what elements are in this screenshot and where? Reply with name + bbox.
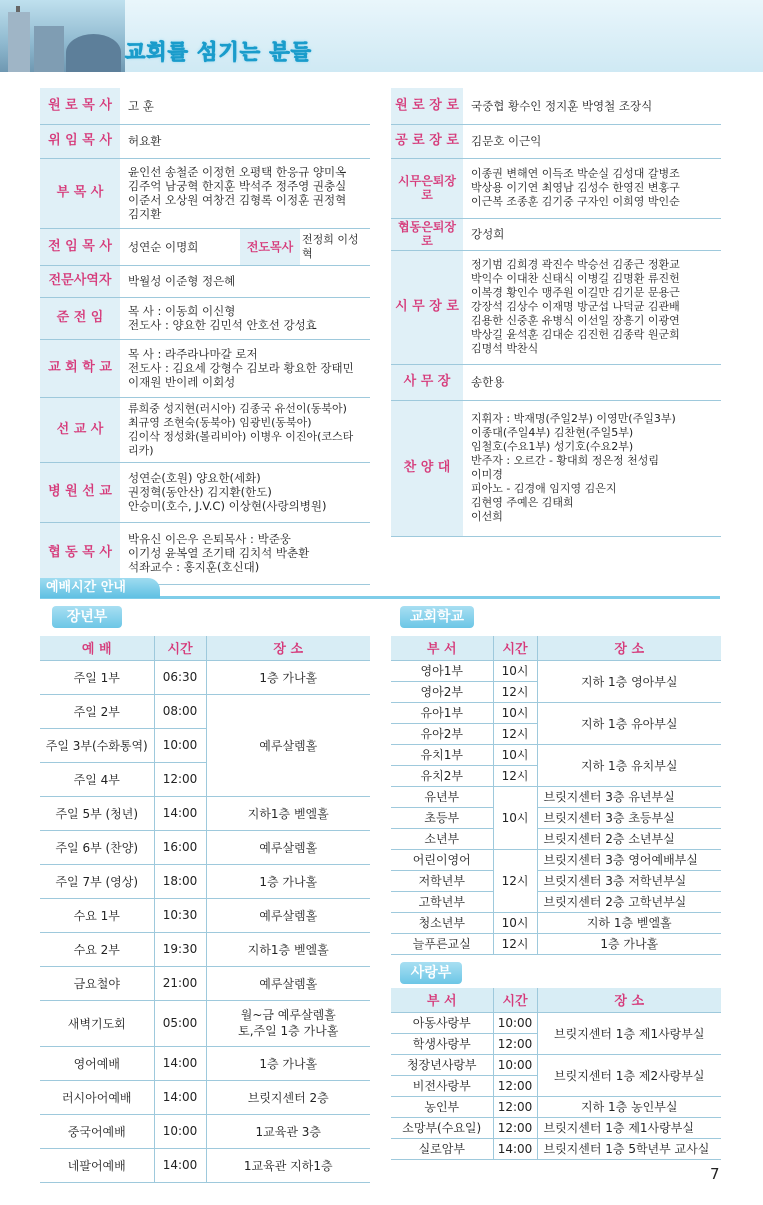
- staff-value: 전정희 이성혁: [300, 228, 370, 265]
- dept-place: 1층 가나홀: [537, 933, 721, 954]
- staff-value: 이종권 변해연 이득조 박순실 김성대 갈병조 박상용 이기연 최영남 김성수 한영진 변홍구 이근복 조종훈 김기중 구자인 이희영 박인순: [463, 158, 721, 218]
- dept-name: 저학년부: [391, 870, 493, 891]
- service-place: 예루살렘홀: [206, 966, 370, 1000]
- dept-name: 비전사랑부: [391, 1075, 493, 1096]
- column-header: 시간: [154, 636, 206, 660]
- school-title: 교회학교: [400, 606, 474, 628]
- dept-place: 브릿지센터 3층 유년부실: [537, 786, 721, 807]
- dept-time: 10시: [493, 660, 537, 681]
- staff-label: 위 임 목 사: [40, 124, 120, 158]
- service-place: 1층 가나홀: [206, 1046, 370, 1080]
- dept-time: 10시: [493, 786, 537, 849]
- service-time: 14:00: [154, 1080, 206, 1114]
- love-schedule-table: [391, 988, 721, 1160]
- dept-name: 고학년부: [391, 891, 493, 912]
- dept-name: 유아1부: [391, 702, 493, 723]
- service-name: 금요철야: [40, 966, 154, 1000]
- church-building-image: [0, 0, 125, 72]
- dept-place: 브릿지센터 2층 고학년부실: [537, 891, 721, 912]
- dept-time: 10시: [493, 912, 537, 933]
- dept-time: 14:00: [493, 1138, 537, 1159]
- service-place: 1교육관 지하1층: [206, 1148, 370, 1182]
- adult-schedule-table: [40, 636, 370, 1183]
- staff-label: 원 로 장 로: [391, 88, 463, 124]
- service-name: 주일 1부: [40, 660, 154, 694]
- dept-place: 지하 1층 유치부실: [537, 744, 721, 786]
- dept-name: 학생사랑부: [391, 1033, 493, 1054]
- staff-label: 병 원 선 교: [40, 462, 120, 522]
- dept-place: 지하 1층 유아부실: [537, 702, 721, 744]
- service-time: 10:00: [154, 728, 206, 762]
- page-number: 7: [710, 1165, 720, 1183]
- dept-name: 초등부: [391, 807, 493, 828]
- dept-name: 유년부: [391, 786, 493, 807]
- dept-time: 12시: [493, 849, 537, 912]
- dept-place: 지하 1층 영아부실: [537, 660, 721, 702]
- dept-place: 브릿지센터 3층 초등부실: [537, 807, 721, 828]
- dept-name: 영아1부: [391, 660, 493, 681]
- staff-value: 정기범 김희경 곽진수 박승선 김종근 정환교 박익수 이대찬 신태식 이병길 김명환 류진헌 이복경 황인수 맹주원 이길만 김기문 문용근 강장석 김상수 이재명 방군섭 나덕균 김관배 김용한 신중훈 유병식 이선일 장흥기 이광연 박상길 윤석훈 김대순 김진헌 김종락 원군희 김명석 박찬식: [463, 250, 721, 364]
- service-time: 14:00: [154, 1148, 206, 1182]
- staff-value: 허요환: [120, 124, 370, 158]
- dept-place: 브릿지센터 2층 소년부실: [537, 828, 721, 849]
- service-time: 21:00: [154, 966, 206, 1000]
- dept-name: 영아2부: [391, 681, 493, 702]
- service-name: 주일 7부 (영상): [40, 864, 154, 898]
- dept-place: 브릿지센터 3층 저학년부실: [537, 870, 721, 891]
- staff-value: 김문호 이근익: [463, 124, 721, 158]
- staff-value: 박유신 이은우 은퇴목사 : 박준웅 이기성 윤복열 조기태 김치석 박춘환 석좌교수 : 홍지훈(호신대): [120, 522, 370, 584]
- staff-value: 박월성 이준형 정은혜: [120, 265, 370, 297]
- staff-label: 전문사역자: [40, 265, 120, 297]
- service-name: 주일 5부 (청년): [40, 796, 154, 830]
- dept-time: 10시: [493, 702, 537, 723]
- staff-value: 송한용: [463, 364, 721, 400]
- staff-value: 지휘자 : 박재명(주일2부) 이영만(주일3부) 이종대(주일4부) 김찬현(주일5부) 임철호(수요1부) 성기호(수요2부) 반주자 : 오르간 - 황대희 정은정 천성림 이미경 피아노 - 김경애 임지영 김은지 김현영 주예은 김태희 이선희: [463, 400, 721, 536]
- staff-value: 성연순(호원) 양요한(세화) 권정혁(동안산) 김지환(한도) 안승미(호수, J.V.C) 이상현(사랑의병원): [120, 462, 370, 522]
- dept-name: 아동사랑부: [391, 1012, 493, 1033]
- staff-value: 목 사 : 라주라나마갈 로저 전도사 : 김요세 강형수 김보라 황요한 장태민 이재원 반이레 이회성: [120, 339, 370, 397]
- dept-time: 10시: [493, 744, 537, 765]
- dept-place: 브릿지센터 3층 영어예배부실: [537, 849, 721, 870]
- service-time: 14:00: [154, 796, 206, 830]
- staff-label: 시무은퇴장로: [391, 158, 463, 218]
- service-name: 주일 6부 (찬양): [40, 830, 154, 864]
- staff-value: 국중협 황수인 정지훈 박영철 조장식: [463, 88, 721, 124]
- staff-value: 류희중 성지현(러시아) 김종국 유선이(동북아) 최규영 조현숙(동북아) 임광빈(동북아) 김이삭 정성화(볼리비아) 이병우 이진아(코스타리카): [120, 397, 370, 462]
- dept-name: 유치2부: [391, 765, 493, 786]
- service-time: 14:00: [154, 1046, 206, 1080]
- dept-name: 소망부(수요일): [391, 1117, 493, 1138]
- staff-value: 윤인선 송철준 이정헌 오평택 한응규 양미옥 김주억 남궁혁 한지훈 박석주 정주영 권충실 이준서 오상원 여창건 김형록 이정훈 권정혁 김지환: [120, 158, 370, 228]
- service-name: 수요 1부: [40, 898, 154, 932]
- dept-time: 12:00: [493, 1117, 537, 1138]
- service-name: 주일 4부: [40, 762, 154, 796]
- service-place: 지하1층 벧엘홀: [206, 932, 370, 966]
- column-header: 예 배: [40, 636, 154, 660]
- dept-name: 유치1부: [391, 744, 493, 765]
- dept-time: 10:00: [493, 1054, 537, 1075]
- dept-place: 브릿지센터 1층 제1사랑부실: [537, 1012, 721, 1054]
- service-time: 05:00: [154, 1000, 206, 1046]
- service-place: 지하1층 벧엘홀: [206, 796, 370, 830]
- dept-time: 12:00: [493, 1096, 537, 1117]
- service-place: 예루살렘홀: [206, 898, 370, 932]
- staff-table-left: [40, 88, 370, 585]
- staff-label: 선 교 사: [40, 397, 120, 462]
- column-header: 장 소: [537, 636, 721, 660]
- column-header: 장 소: [537, 988, 721, 1012]
- service-name: 러시아어예배: [40, 1080, 154, 1114]
- page-header: [0, 0, 763, 72]
- school-schedule-table: [391, 636, 721, 955]
- service-time: 08:00: [154, 694, 206, 728]
- dept-name: 청장년사랑부: [391, 1054, 493, 1075]
- staff-label: 준 전 임: [40, 297, 120, 339]
- staff-label: 협 동 목 사: [40, 522, 120, 584]
- dept-time: 12:00: [493, 1033, 537, 1054]
- staff-label: 부 목 사: [40, 158, 120, 228]
- staff-table-right: [391, 88, 721, 537]
- staff-label: 전도목사: [240, 228, 300, 265]
- service-name: 주일 2부: [40, 694, 154, 728]
- staff-label: 사 무 장: [391, 364, 463, 400]
- staff-label: 찬 양 대: [391, 400, 463, 536]
- staff-value: 성연순 이명희: [120, 228, 240, 265]
- worship-section-header: [40, 578, 720, 598]
- dept-time: 10:00: [493, 1012, 537, 1033]
- dept-time: 12시: [493, 723, 537, 744]
- service-place: 예루살렘홀: [206, 694, 370, 796]
- service-name: 주일 3부(수화통역): [40, 728, 154, 762]
- staff-value: 고 훈: [120, 88, 370, 124]
- dept-name: 늘푸른교실: [391, 933, 493, 954]
- column-header: 시간: [493, 988, 537, 1012]
- dept-name: 농인부: [391, 1096, 493, 1117]
- column-header: 부 서: [391, 636, 493, 660]
- dept-name: 유아2부: [391, 723, 493, 744]
- service-name: 새벽기도회: [40, 1000, 154, 1046]
- column-header: 부 서: [391, 988, 493, 1012]
- service-time: 19:30: [154, 932, 206, 966]
- dept-time: 12시: [493, 765, 537, 786]
- column-header: 장 소: [206, 636, 370, 660]
- dept-place: 브릿지센터 1층 제2사랑부실: [537, 1054, 721, 1096]
- service-name: 수요 2부: [40, 932, 154, 966]
- service-place: 브릿지센터 2층: [206, 1080, 370, 1114]
- column-header: 시간: [493, 636, 537, 660]
- dept-place: 지하 1층 농인부실: [537, 1096, 721, 1117]
- dept-name: 청소년부: [391, 912, 493, 933]
- service-time: 16:00: [154, 830, 206, 864]
- staff-value: 목 사 : 이동희 이신형 전도사 : 양요한 김민석 안호선 강성효: [120, 297, 370, 339]
- dept-time: 12시: [493, 933, 537, 954]
- staff-label: 공 로 장 로: [391, 124, 463, 158]
- dept-place: 브릿지센터 1층 5학년부 교사실: [537, 1138, 721, 1159]
- service-time: 06:30: [154, 660, 206, 694]
- service-time: 10:30: [154, 898, 206, 932]
- staff-label: 협동은퇴장로: [391, 218, 463, 250]
- staff-label: 원 로 목 사: [40, 88, 120, 124]
- service-time: 18:00: [154, 864, 206, 898]
- staff-value: 강성희: [463, 218, 721, 250]
- service-name: 영어예배: [40, 1046, 154, 1080]
- dept-time: 12시: [493, 681, 537, 702]
- service-place: 월~금 예루살렘홀 토,주일 1층 가나홀: [206, 1000, 370, 1046]
- service-name: 중국어예배: [40, 1114, 154, 1148]
- staff-label: 전 임 목 사: [40, 228, 120, 265]
- worship-section-title: 예배시간 안내: [40, 578, 160, 598]
- dept-name: 어린이영어: [391, 849, 493, 870]
- page-title: 교회를 섬기는 분들: [125, 40, 312, 64]
- service-time: 12:00: [154, 762, 206, 796]
- dept-place: 브릿지센터 1층 제1사랑부실: [537, 1117, 721, 1138]
- service-place: 1층 가나홀: [206, 660, 370, 694]
- service-place: 예루살렘홀: [206, 830, 370, 864]
- service-name: 네팔어예배: [40, 1148, 154, 1182]
- staff-label: 시 무 장 로: [391, 250, 463, 364]
- adult-title: 장년부: [52, 606, 122, 628]
- love-title: 사랑부: [400, 962, 462, 984]
- dept-time: 12:00: [493, 1075, 537, 1096]
- staff-label: 교 회 학 교: [40, 339, 120, 397]
- dept-place: 지하 1층 벧엘홀: [537, 912, 721, 933]
- service-time: 10:00: [154, 1114, 206, 1148]
- dept-name: 실로암부: [391, 1138, 493, 1159]
- service-place: 1층 가나홀: [206, 864, 370, 898]
- dept-name: 소년부: [391, 828, 493, 849]
- service-place: 1교육관 3층: [206, 1114, 370, 1148]
